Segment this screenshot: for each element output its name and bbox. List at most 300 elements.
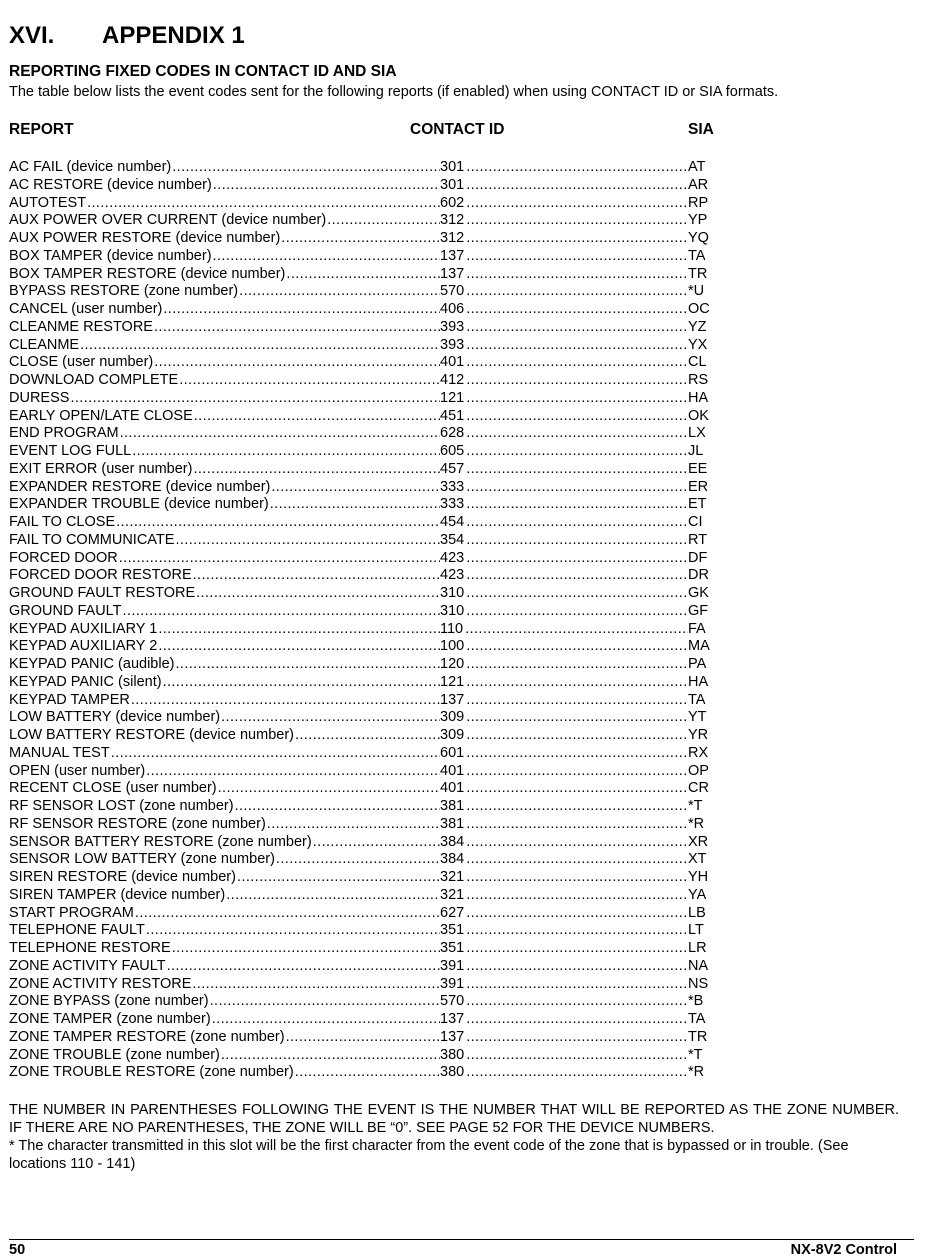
dot-leader <box>9 354 440 372</box>
report-name: OPEN (user number) <box>9 762 146 779</box>
report-cell <box>9 603 440 621</box>
report-cell <box>9 230 440 248</box>
report-cell <box>9 301 440 319</box>
report-name: KEYPAD AUXILIARY 2 <box>9 638 158 655</box>
sia-code: *B <box>688 993 704 1010</box>
dot-leader <box>440 798 688 816</box>
sia-code: TA <box>688 247 706 264</box>
table-row <box>9 976 729 994</box>
contact-id-code: 354 <box>440 531 465 548</box>
dot-leader <box>440 887 688 905</box>
contact-id-cell <box>440 248 688 266</box>
contact-id-cell <box>440 337 688 355</box>
dot-leader <box>9 425 440 443</box>
contact-id-cell <box>440 567 688 585</box>
dot-leader <box>9 621 440 639</box>
report-cell <box>9 869 440 887</box>
dot-leader <box>440 816 688 834</box>
report-name: EVENT LOG FULL <box>9 443 132 459</box>
table-row <box>9 638 729 656</box>
report-name: RF SENSOR RESTORE (zone number) <box>9 815 266 832</box>
contact-id-code: 310 <box>440 585 465 601</box>
report-cell <box>9 266 440 284</box>
table-row <box>9 745 729 763</box>
dot-leader <box>9 195 440 213</box>
contact-id-code: 333 <box>440 478 465 495</box>
table-row <box>9 283 729 301</box>
report-cell <box>9 461 440 479</box>
table-row <box>9 958 729 976</box>
dot-leader <box>9 1029 440 1047</box>
table-row <box>9 177 729 195</box>
report-name: ZONE TAMPER (zone number) <box>9 1011 211 1027</box>
table-row <box>9 674 729 692</box>
table-row <box>9 922 729 940</box>
sia-code: ER <box>688 478 709 495</box>
contact-id-cell <box>440 834 688 852</box>
dot-leader <box>440 550 688 568</box>
sia-code: *T <box>688 798 703 814</box>
report-cell <box>9 692 440 710</box>
dot-leader <box>440 532 688 550</box>
dot-leader <box>9 461 440 479</box>
sia-code: HA <box>688 389 709 406</box>
table-row <box>9 940 729 958</box>
dot-leader <box>9 976 440 994</box>
contact-id-code: 120 <box>440 656 465 672</box>
sia-code: LB <box>688 904 706 921</box>
report-name: DURESS <box>9 389 70 406</box>
report-name: RECENT CLOSE (user number) <box>9 780 217 797</box>
dot-leader <box>440 230 688 248</box>
sia-code: *R <box>688 815 705 832</box>
dot-leader <box>440 621 688 639</box>
dot-leader <box>440 905 688 923</box>
report-cell <box>9 425 440 443</box>
contact-id-cell <box>440 1029 688 1047</box>
sia-code: RS <box>688 372 709 388</box>
dot-leader <box>440 390 688 408</box>
sia-code: TR <box>688 1028 708 1045</box>
appendix-heading <box>9 22 245 50</box>
dot-leader <box>9 283 440 301</box>
dot-leader <box>9 443 440 461</box>
report-cell <box>9 621 440 639</box>
report-name: AUX POWER RESTORE (device number) <box>9 230 281 246</box>
contact-id-code: 570 <box>440 993 465 1010</box>
dot-leader <box>9 408 440 426</box>
report-cell <box>9 319 440 337</box>
asterisk-note: * The character transmitted in this slot will be the first character from the event code of the zone that is bypassed or in trouble. (See locations 110 - 141) <box>9 1138 849 1172</box>
dot-leader <box>440 922 688 940</box>
table-row <box>9 887 729 905</box>
contact-id-cell <box>440 638 688 656</box>
contact-id-code: 602 <box>440 194 465 211</box>
report-cell <box>9 390 440 408</box>
dot-leader <box>9 567 440 585</box>
dot-leader <box>440 603 688 621</box>
contact-id-cell <box>440 869 688 887</box>
sia-code: AT <box>688 159 706 175</box>
sia-code: NA <box>688 957 709 974</box>
contact-id-code: 406 <box>440 301 465 317</box>
sia-code: YR <box>688 727 709 743</box>
dot-leader <box>9 869 440 887</box>
sia-code: RT <box>688 531 708 548</box>
dot-leader <box>440 354 688 372</box>
sia-code: LX <box>688 425 706 442</box>
report-name: KEYPAD AUXILIARY 1 <box>9 620 158 637</box>
report-name: FAIL TO COMMUNICATE <box>9 531 175 548</box>
report-name: SIREN TAMPER (device number) <box>9 886 226 903</box>
contact-id-code: 601 <box>440 744 465 761</box>
contact-id-cell <box>440 940 688 958</box>
sia-code: OP <box>688 762 709 779</box>
report-cell <box>9 443 440 461</box>
report-name: BOX TAMPER (device number) <box>9 247 212 264</box>
contact-id-code: 321 <box>440 886 465 903</box>
report-cell <box>9 674 440 692</box>
table-row <box>9 372 729 390</box>
report-cell <box>9 496 440 514</box>
dot-leader <box>440 212 688 230</box>
dot-leader <box>440 674 688 692</box>
sia-code: AR <box>688 176 709 193</box>
sia-code: JL <box>688 443 704 459</box>
section-title: APPENDIX 1 <box>102 22 245 49</box>
contact-id-cell <box>440 479 688 497</box>
intro-paragraph: The table below lists the event codes sent for the following reports (if enabled) when using CONTACT ID or SIA formats. <box>9 84 779 100</box>
sia-code: YX <box>688 336 708 353</box>
report-name: DOWNLOAD COMPLETE <box>9 372 179 388</box>
contact-id-code: 393 <box>440 336 465 353</box>
contact-id-cell <box>440 301 688 319</box>
table-row <box>9 390 729 408</box>
report-cell <box>9 248 440 266</box>
dot-leader <box>9 780 440 798</box>
sia-code: PA <box>688 656 707 672</box>
report-cell <box>9 851 440 869</box>
dot-leader <box>9 550 440 568</box>
dot-leader <box>440 248 688 266</box>
contact-id-cell <box>440 1047 688 1065</box>
report-cell <box>9 1047 440 1065</box>
table-row <box>9 337 729 355</box>
table-row <box>9 709 729 727</box>
contact-id-cell <box>440 656 688 674</box>
dot-leader <box>440 425 688 443</box>
contact-id-code: 309 <box>440 709 465 726</box>
contact-id-code: 137 <box>440 1028 465 1045</box>
report-cell <box>9 763 440 781</box>
contact-id-cell <box>440 905 688 923</box>
sia-code: YA <box>688 886 707 903</box>
report-name: FAIL TO CLOSE <box>9 514 116 530</box>
contact-id-cell <box>440 621 688 639</box>
report-name: KEYPAD PANIC (audible) <box>9 656 175 672</box>
report-name: EXPANDER TROUBLE (device number) <box>9 496 269 513</box>
dot-leader <box>440 976 688 994</box>
report-name: SENSOR LOW BATTERY (zone number) <box>9 851 275 868</box>
report-cell <box>9 745 440 763</box>
report-cell <box>9 993 440 1011</box>
report-cell <box>9 834 440 852</box>
report-cell <box>9 887 440 905</box>
dot-leader <box>440 1029 688 1047</box>
dot-leader <box>9 479 440 497</box>
contact-id-cell <box>440 993 688 1011</box>
sia-code: MA <box>688 638 710 655</box>
report-cell <box>9 212 440 230</box>
dot-leader <box>440 958 688 976</box>
report-name: CANCEL (user number) <box>9 301 163 317</box>
contact-id-code: 391 <box>440 975 465 992</box>
table-row <box>9 834 729 852</box>
report-cell <box>9 337 440 355</box>
contact-id-code: 457 <box>440 460 465 477</box>
dot-leader <box>440 408 688 426</box>
contact-id-cell <box>440 390 688 408</box>
table-row <box>9 585 729 603</box>
sia-code: TA <box>688 1011 706 1027</box>
report-cell <box>9 514 440 532</box>
dot-leader <box>9 585 440 603</box>
dot-leader <box>9 940 440 958</box>
report-cell <box>9 532 440 550</box>
report-cell <box>9 905 440 923</box>
contact-id-cell <box>440 674 688 692</box>
contact-id-cell <box>440 851 688 869</box>
sia-code: TA <box>688 691 706 708</box>
contact-id-code: 137 <box>440 691 465 708</box>
dot-leader <box>9 1064 440 1082</box>
report-name: RF SENSOR LOST (zone number) <box>9 798 234 814</box>
sia-code: YT <box>688 709 707 726</box>
report-name: GROUND FAULT RESTORE <box>9 585 196 601</box>
contact-id-cell <box>440 159 688 177</box>
report-name: KEYPAD TAMPER <box>9 691 130 708</box>
dot-leader <box>9 656 440 674</box>
sia-code: OC <box>688 301 710 317</box>
codes-table <box>9 159 729 1082</box>
contact-id-cell <box>440 266 688 284</box>
table-row <box>9 301 729 319</box>
report-cell <box>9 940 440 958</box>
table-row <box>9 195 729 213</box>
dot-leader <box>440 692 688 710</box>
report-name: TELEPHONE RESTORE <box>9 940 171 956</box>
contact-id-cell <box>440 408 688 426</box>
report-name: LOW BATTERY (device number) <box>9 709 221 726</box>
dot-leader <box>440 763 688 781</box>
table-row <box>9 248 729 266</box>
sia-code: CI <box>688 514 703 530</box>
report-name: AC RESTORE (device number) <box>9 176 212 193</box>
report-cell <box>9 816 440 834</box>
table-row <box>9 851 729 869</box>
contact-id-code: 570 <box>440 283 465 300</box>
dot-leader <box>440 496 688 514</box>
table-row <box>9 479 729 497</box>
table-row <box>9 567 729 585</box>
dot-leader <box>440 745 688 763</box>
dot-leader <box>9 266 440 284</box>
report-cell <box>9 922 440 940</box>
sia-code: YQ <box>688 230 709 246</box>
page-number: 50 <box>9 1242 26 1258</box>
sia-code: DF <box>688 549 708 566</box>
dot-leader <box>440 1047 688 1065</box>
contact-id-code: 381 <box>440 798 465 814</box>
contact-id-code: 380 <box>440 1046 465 1063</box>
sia-code: RX <box>688 744 709 761</box>
table-row <box>9 1011 729 1029</box>
report-name: FORCED DOOR RESTORE <box>9 567 192 584</box>
contact-id-cell <box>440 177 688 195</box>
table-row <box>9 425 729 443</box>
contact-id-code: 454 <box>440 514 465 530</box>
report-name: BOX TAMPER RESTORE (device number) <box>9 265 286 282</box>
contact-id-code: 301 <box>440 159 465 175</box>
dot-leader <box>440 337 688 355</box>
contact-id-code: 391 <box>440 957 465 974</box>
contact-id-cell <box>440 514 688 532</box>
contact-id-cell <box>440 709 688 727</box>
sia-code: ET <box>688 496 707 513</box>
contact-id-code: 137 <box>440 265 465 282</box>
table-row <box>9 159 729 177</box>
dot-leader <box>440 834 688 852</box>
report-name: AC FAIL (device number) <box>9 159 172 175</box>
table-row <box>9 532 729 550</box>
contact-id-cell <box>440 532 688 550</box>
report-cell <box>9 283 440 301</box>
sia-code: HA <box>688 673 709 690</box>
table-row <box>9 212 729 230</box>
contact-id-cell <box>440 354 688 372</box>
contact-id-code: 384 <box>440 833 465 850</box>
table-row <box>9 869 729 887</box>
table-row <box>9 798 729 816</box>
footnotes <box>9 1101 899 1173</box>
contact-id-cell <box>440 195 688 213</box>
dot-leader <box>9 1047 440 1065</box>
contact-id-cell <box>440 976 688 994</box>
report-name: EXPANDER RESTORE (device number) <box>9 478 271 495</box>
report-name: CLOSE (user number) <box>9 354 154 371</box>
report-name: MANUAL TEST <box>9 744 110 761</box>
contact-id-code: 393 <box>440 318 465 335</box>
column-header-report: REPORT <box>9 121 74 138</box>
table-row <box>9 692 729 710</box>
contact-id-code: 137 <box>440 1011 465 1027</box>
report-name: ZONE TAMPER RESTORE (zone number) <box>9 1028 285 1045</box>
report-cell <box>9 1064 440 1082</box>
contact-id-cell <box>440 1011 688 1029</box>
sia-code: GF <box>688 602 709 619</box>
dot-leader <box>9 851 440 869</box>
dot-leader <box>9 496 440 514</box>
dot-leader <box>9 816 440 834</box>
sia-code: *T <box>688 1046 703 1063</box>
contact-id-cell <box>440 283 688 301</box>
dot-leader <box>9 745 440 763</box>
contact-id-cell <box>440 798 688 816</box>
dot-leader <box>440 727 688 745</box>
dot-leader <box>440 780 688 798</box>
dot-leader <box>9 798 440 816</box>
contact-id-code: 451 <box>440 407 465 424</box>
contact-id-code: 423 <box>440 549 465 566</box>
dot-leader <box>440 656 688 674</box>
table-row <box>9 763 729 781</box>
table-row <box>9 496 729 514</box>
dot-leader <box>9 674 440 692</box>
table-row <box>9 656 729 674</box>
contact-id-cell <box>440 230 688 248</box>
report-cell <box>9 727 440 745</box>
dot-leader <box>9 514 440 532</box>
dot-leader <box>440 567 688 585</box>
dot-leader <box>9 177 440 195</box>
dot-leader <box>9 230 440 248</box>
report-name: CLEANME RESTORE <box>9 318 153 335</box>
dot-leader <box>440 1064 688 1082</box>
report-cell <box>9 354 440 372</box>
table-row <box>9 408 729 426</box>
dot-leader <box>9 887 440 905</box>
sia-code: RP <box>688 194 709 211</box>
dot-leader <box>440 940 688 958</box>
report-name: BYPASS RESTORE (zone number) <box>9 283 239 300</box>
report-name: ZONE ACTIVITY RESTORE <box>9 975 192 992</box>
dot-leader <box>9 922 440 940</box>
dot-leader <box>9 1011 440 1029</box>
report-cell <box>9 709 440 727</box>
table-row <box>9 727 729 745</box>
dot-leader <box>9 319 440 337</box>
contact-id-cell <box>440 1064 688 1082</box>
contact-id-cell <box>440 692 688 710</box>
dot-leader <box>440 514 688 532</box>
contact-id-code: 100 <box>440 638 465 655</box>
report-name: EXIT ERROR (user number) <box>9 460 193 477</box>
table-row <box>9 621 729 639</box>
contact-id-code: 605 <box>440 443 465 459</box>
sia-code: LR <box>688 940 707 956</box>
dot-leader <box>440 319 688 337</box>
parentheses-note: THE NUMBER IN PARENTHESES FOLLOWING THE EVENT IS THE NUMBER THAT WILL BE REPORTED AS THE ZONE NUMBER. IF THERE ARE NO PARENTHESES, THE ZONE WILL BE “0”. SEE PAGE 52 FOR THE DEVICE NUMBERS. <box>9 1102 899 1136</box>
dot-leader <box>440 709 688 727</box>
report-name: ZONE BYPASS (zone number) <box>9 993 209 1010</box>
dot-leader <box>440 461 688 479</box>
contact-id-code: 333 <box>440 496 465 513</box>
contact-id-code: 321 <box>440 869 465 885</box>
dot-leader <box>9 905 440 923</box>
dot-leader <box>9 993 440 1011</box>
table-row <box>9 514 729 532</box>
section-number: XVI. <box>9 22 55 49</box>
report-cell <box>9 780 440 798</box>
report-name: KEYPAD PANIC (silent) <box>9 673 162 690</box>
report-cell <box>9 1029 440 1047</box>
sia-code: *R <box>688 1064 705 1081</box>
contact-id-cell <box>440 461 688 479</box>
contact-id-cell <box>440 212 688 230</box>
dot-leader <box>9 337 440 355</box>
contact-id-cell <box>440 727 688 745</box>
contact-id-cell <box>440 922 688 940</box>
